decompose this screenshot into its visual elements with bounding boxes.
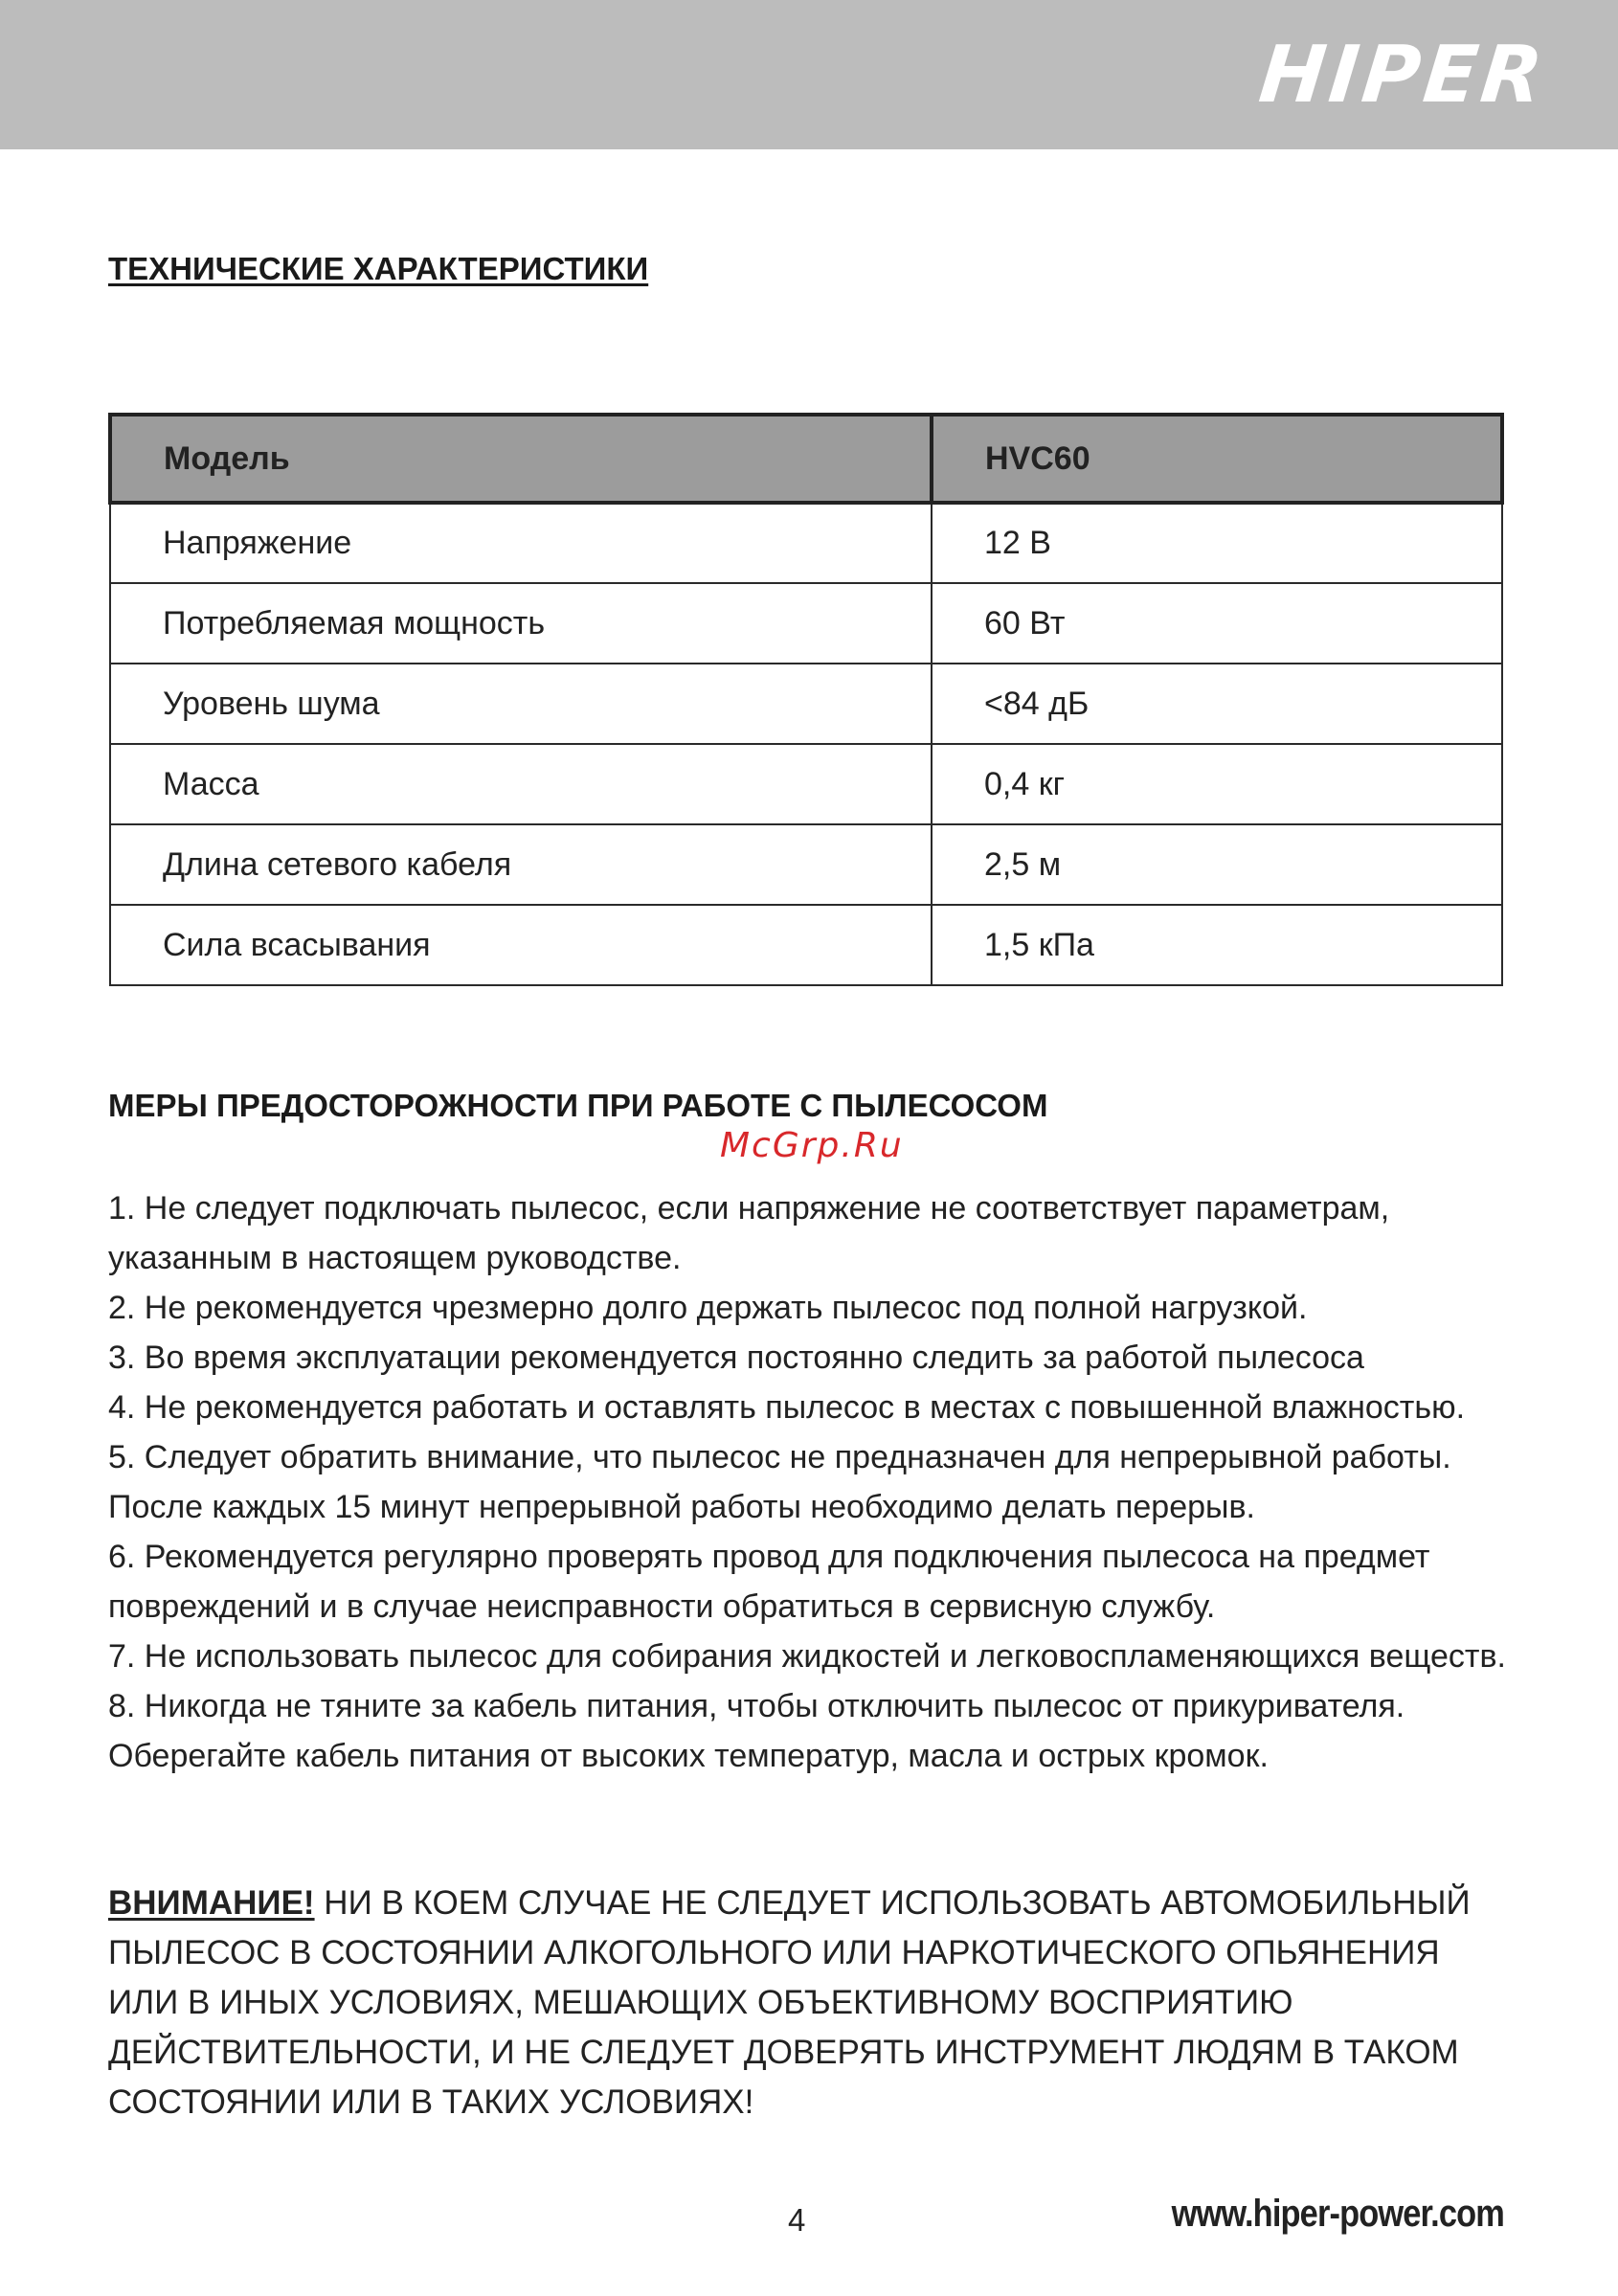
header-label-cell: Модель xyxy=(110,415,932,503)
table-header-row xyxy=(110,415,1502,503)
spec-label: Длина сетевого кабеля xyxy=(110,824,932,905)
list-item: 5. Следует обратить внимание, что пылесос не предназначен для непрерывной работы. После каждых 15 минут непрерывной работы необходимо делать перерыв. xyxy=(108,1439,1451,1525)
list-item: 8. Никогда не тяните за кабель питания, чтобы отключить пылесос от прикуривателя. Оберегайте кабель питания от высоких температур, масла и острых кромок. xyxy=(108,1688,1405,1774)
table-row xyxy=(110,583,1502,664)
watermark: McGrp.Ru xyxy=(720,1126,904,1165)
spec-value: 2,5 м xyxy=(932,824,1502,905)
table-row xyxy=(110,824,1502,905)
table-row xyxy=(110,503,1502,583)
warning-text: НИ В КОЕМ СЛУЧАЕ НЕ СЛЕДУЕТ ИСПОЛЬЗОВАТЬ АВТОМОБИЛЬНЫЙ ПЫЛЕСОС В СОСТОЯНИИ АЛКОГОЛЬНОГО ИЛИ НАРКОТИЧЕСКОГО ОПЬЯНЕНИЯ ИЛИ В ИНЫХ УСЛОВИЯХ, МЕШАЮЩИХ ОБЪЕКТИВНОМУ ВОСПРИЯТИЮ ДЕЙСТВИТЕЛЬНОСТИ, И НЕ СЛЕДУЕТ ДОВЕРЯТЬ ИНСТРУМЕНТ ЛЮДЯМ В ТАКОМ СОСТОЯНИИ ИЛИ В ТАКИХ УСЛОВИЯХ! xyxy=(108,1884,1471,2121)
safety-title: МЕРЫ ПРЕДОСТОРОЖНОСТИ ПРИ РАБОТЕ С ПЫЛЕСОСОМ xyxy=(108,1088,1048,1123)
safety-list xyxy=(108,1183,1516,1781)
spec-label: Уровень шума xyxy=(110,664,932,744)
table-row xyxy=(110,905,1502,985)
table-row xyxy=(110,664,1502,744)
page-number: 4 xyxy=(788,2202,806,2238)
spec-value: 1,5 кПа xyxy=(932,905,1502,985)
list-item: 6. Рекомендуется регулярно проверять провод для подключения пылесоса на предмет повреждений и в случае неисправности обратиться в сервисную службу. xyxy=(108,1539,1430,1625)
list-item: 4. Не рекомендуется работать и оставлять пылесос в местах с повышенной влажностью. xyxy=(108,1389,1466,1426)
spec-value: 0,4 кг xyxy=(932,744,1502,824)
list-item: 1. Не следует подключать пылесос, если напряжение не соответствует параметрам, указанным в настоящем руководстве. xyxy=(108,1190,1390,1276)
spec-label: Напряжение xyxy=(110,503,932,583)
header-band xyxy=(0,0,1618,149)
spec-label: Потребляемая мощность xyxy=(110,583,932,664)
spec-value: <84 дБ xyxy=(932,664,1502,744)
list-item: 2. Не рекомендуется чрезмерно долго держать пылесос под полной нагрузкой. xyxy=(108,1290,1308,1326)
spec-label: Сила всасывания xyxy=(110,905,932,985)
brand-logo: HIPER xyxy=(1254,30,1551,121)
website-url: www.hiper-power.com xyxy=(1171,2193,1504,2235)
header-value-cell: HVC60 xyxy=(932,415,1502,503)
spec-label: Масса xyxy=(110,744,932,824)
table-row xyxy=(110,744,1502,824)
spec-value: 60 Вт xyxy=(932,583,1502,664)
spec-value: 12 В xyxy=(932,503,1502,583)
specs-table xyxy=(108,413,1504,986)
warning-block xyxy=(108,1879,1516,2127)
specs-title: ТЕХНИЧЕСКИЕ ХАРАКТЕРИСТИКИ xyxy=(108,251,649,286)
list-item: 7. Не использовать пылесос для собирания жидкостей и легковоспламеняющихся веществ. xyxy=(108,1638,1506,1675)
list-item: 3. Во время эксплуатации рекомендуется постоянно следить за работой пылесоса xyxy=(108,1339,1364,1376)
warning-label: ВНИМАНИЕ! xyxy=(108,1884,315,1922)
